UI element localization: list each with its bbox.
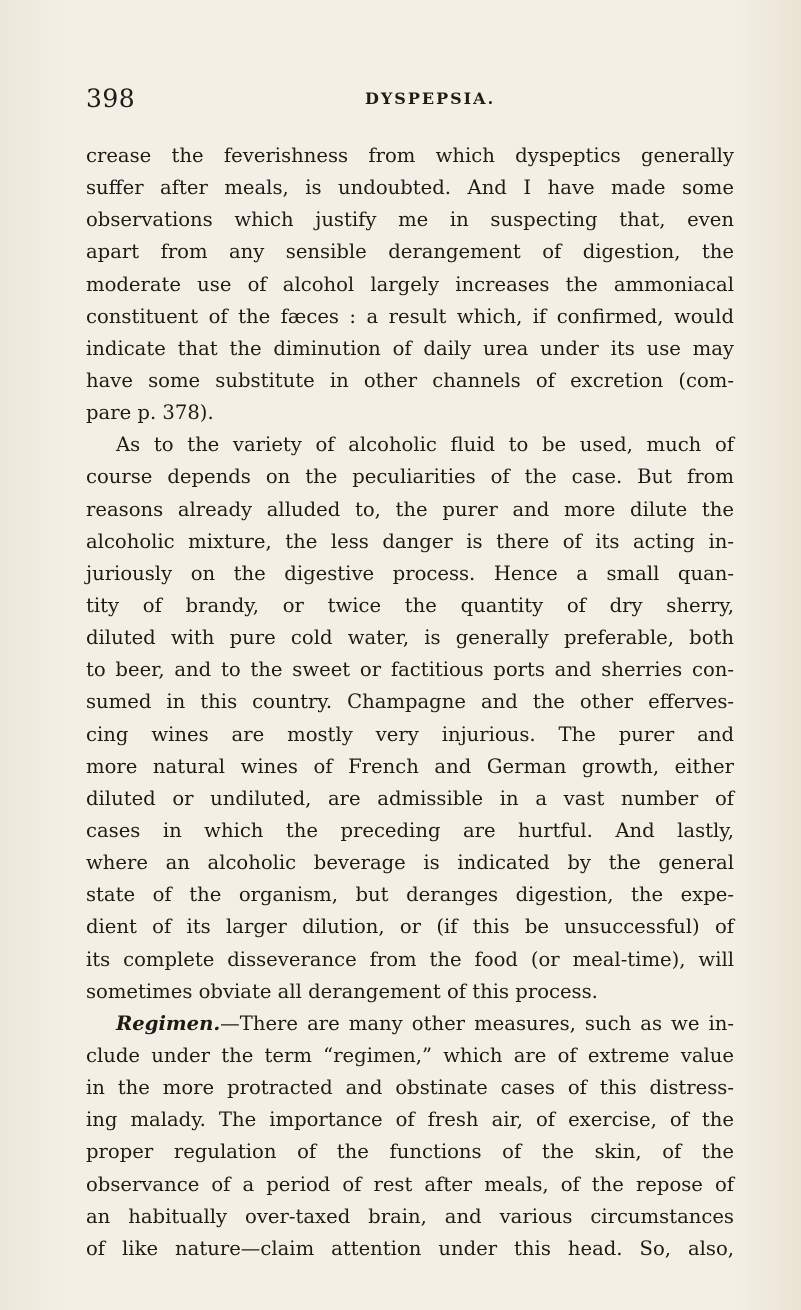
text-line: to beer, and to the sweet or factitious ports and sherries con- — [86, 658, 734, 682]
text-line: diluted or undiluted, are admissible in a vast number of — [86, 786, 734, 810]
text-line: juriously on the digestive process. Hence a small quan- — [86, 561, 734, 585]
text-line — [86, 1008, 734, 1040]
running-head — [86, 84, 728, 114]
text-line: state of the organism, but deranges digestion, the expe- — [86, 883, 734, 907]
text-line: As to the variety of alcoholic fluid to be used, much of — [116, 433, 734, 457]
text-line: constituent of the fæces : a result which, if confirmed, would — [86, 304, 734, 328]
text-line: tity of brandy, or twice the quantity of dry sherry, — [86, 593, 734, 617]
text-line: an habitually over-taxed brain, and various circumstances — [86, 1204, 734, 1228]
paragraph-alcoholic-fluid-variety — [86, 429, 734, 1008]
text-line: diluted with pure cold water, is generally preferable, both — [86, 626, 734, 650]
text-line: observance of a period of rest after meals, of the repose of — [86, 1172, 734, 1196]
text-line: where an alcoholic beverage is indicated by the general — [86, 851, 734, 875]
text-line: indicate that the diminution of daily urea under its use may — [86, 336, 734, 360]
text-line: more natural wines of French and German growth, either — [86, 754, 734, 778]
text-line: suffer after meals, is undoubted. And I have made some — [86, 176, 734, 200]
paragraph-alcohol-effects — [86, 140, 734, 429]
text-line: clude under the term “regimen,” which are of extreme value — [86, 1043, 734, 1067]
regimen-first-line: —There are many other measures, such as we in- — [220, 1011, 734, 1035]
text-line: its complete disseverance from the food (or meal-time), will — [86, 947, 734, 971]
text-line: course depends on the peculiarities of the case. But from — [86, 465, 734, 489]
text-line: sometimes obviate all derangement of this process. — [86, 979, 598, 1003]
page-number: 398 — [86, 84, 136, 113]
text-line: have some substitute in other channels of excretion (com- — [86, 368, 734, 392]
text-line: alcoholic mixture, the less danger is there of its acting in- — [86, 529, 734, 553]
text-line: crease the feverishness from which dyspeptics generally — [86, 144, 734, 167]
text-line: pare p. 378). — [86, 401, 214, 425]
text-line: sumed in this country. Champagne and the other efferves- — [86, 690, 734, 714]
text-line: cing wines are mostly very injurious. The purer and — [86, 722, 734, 746]
text-line: observations which justify me in suspecting that, even — [86, 208, 734, 232]
text-line: reasons already alluded to, the purer and more dilute the — [86, 497, 734, 521]
regimen-heading: Regimen. — [116, 1011, 221, 1035]
text-line: of like nature—claim attention under this head. So, also, — [86, 1236, 734, 1260]
text-line: in the more protracted and obstinate cases of this distress- — [86, 1076, 734, 1100]
text-line: dient of its larger dilution, or (if this be unsuccessful) of — [86, 915, 734, 939]
text-line: moderate use of alcohol largely increases the ammoniacal — [86, 272, 734, 296]
text-line: proper regulation of the functions of the skin, of the — [86, 1140, 734, 1164]
running-title: DYSPEPSIA. — [365, 89, 496, 108]
text-line: ing malady. The importance of fresh air, of exercise, of the — [86, 1108, 734, 1132]
body-text — [86, 140, 734, 1265]
paragraph-regimen — [86, 1008, 734, 1265]
text-line: apart from any sensible derangement of digestion, the — [86, 240, 734, 264]
text-line: cases in which the preceding are hurtful. And lastly, — [86, 818, 734, 842]
